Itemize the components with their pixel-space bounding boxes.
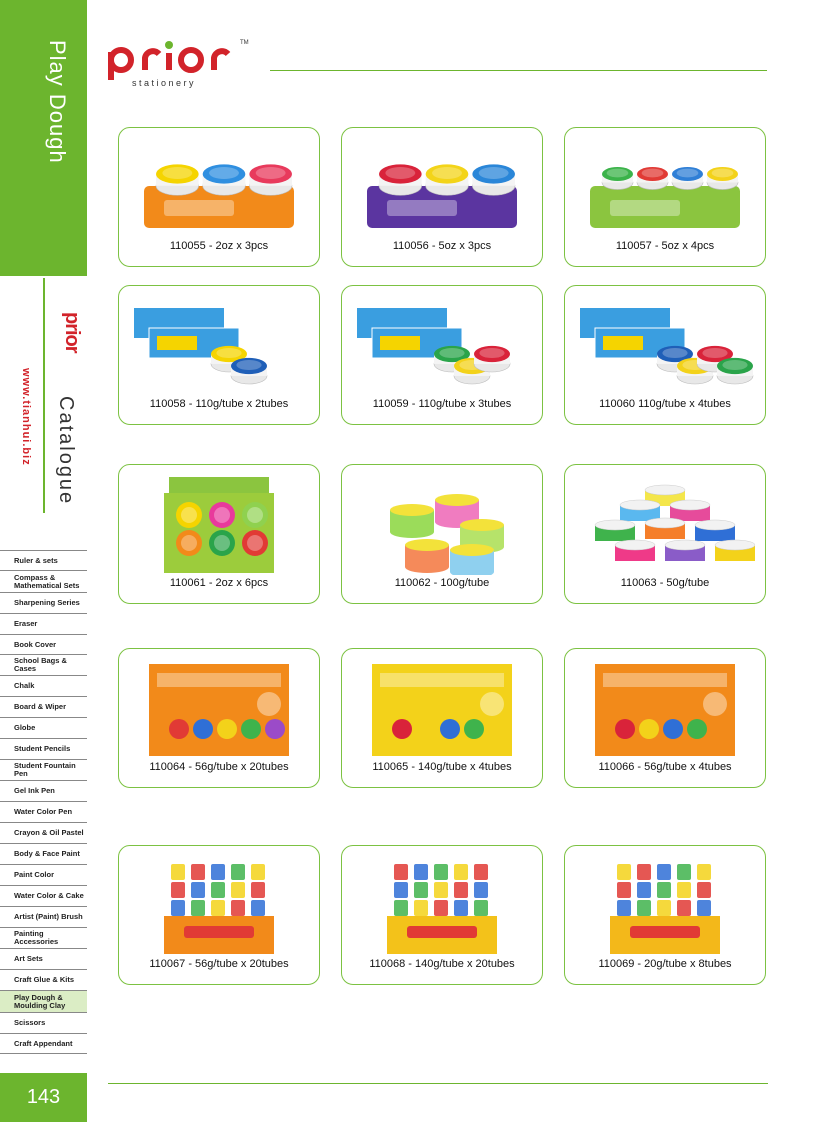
header-rule (270, 70, 767, 71)
product-image (352, 475, 532, 575)
product-card[interactable] (118, 127, 320, 267)
product-caption: 110063 - 50g/tube (620, 577, 710, 589)
product-image (575, 659, 755, 759)
menu-item[interactable]: Board & Wiper (0, 697, 87, 718)
product-card[interactable] (118, 648, 320, 788)
product-image (575, 138, 755, 238)
product-caption: 110067 - 56g/tube x 20tubes (149, 958, 289, 970)
product-card[interactable] (341, 285, 543, 425)
product-image (129, 475, 309, 575)
product-image (129, 296, 309, 396)
menu-item[interactable]: Scissors (0, 1013, 87, 1034)
product-card[interactable] (341, 127, 543, 267)
product-card[interactable] (341, 464, 543, 604)
product-card[interactable] (564, 845, 766, 985)
menu-item[interactable]: Eraser (0, 614, 87, 635)
product-image (352, 856, 532, 956)
brand-subtitle: stationery (132, 78, 197, 88)
menu-item[interactable]: Play Dough & Moulding Clay (0, 991, 87, 1013)
menu-item[interactable]: Body & Face Paint (0, 844, 87, 865)
menu-item[interactable]: Student Fountain Pen (0, 760, 87, 781)
product-image (575, 475, 755, 575)
product-caption: 110058 - 110g/tube x 2tubes (149, 398, 289, 410)
product-card[interactable] (564, 464, 766, 604)
menu-item[interactable]: Ruler & sets (0, 551, 87, 571)
menu-item[interactable]: Water Color & Cake (0, 886, 87, 907)
product-caption: 110069 - 20g/tube x 8tubes (598, 958, 732, 970)
product-caption: 110066 - 56g/tube x 4tubes (598, 761, 732, 773)
section-title: Play Dough (45, 40, 70, 164)
section-band (0, 0, 87, 276)
product-card[interactable] (564, 285, 766, 425)
product-caption: 110061 - 2oz x 6pcs (169, 577, 269, 589)
menu-item[interactable]: Artist (Paint) Brush (0, 907, 87, 928)
product-caption: 110065 - 140g/tube x 4tubes (372, 761, 512, 773)
product-image (352, 659, 532, 759)
product-image (129, 138, 309, 238)
product-image (352, 296, 532, 396)
product-image (352, 138, 532, 238)
menu-item[interactable]: Paint Color (0, 865, 87, 886)
menu-item[interactable]: Craft Glue & Kits (0, 970, 87, 991)
product-caption: 110062 - 100g/tube (394, 577, 490, 589)
catalogue-label: Catalogue (55, 396, 77, 506)
menu-item[interactable]: Student Pencils (0, 739, 87, 760)
menu-item[interactable]: Craft Appendant (0, 1034, 87, 1054)
menu-item[interactable]: Compass & Mathematical Sets (0, 571, 87, 593)
product-caption: 110056 - 5oz x 3pcs (392, 240, 492, 252)
menu-item[interactable]: Chalk (0, 676, 87, 697)
menu-item[interactable]: School Bags & Cases (0, 655, 87, 676)
trademark: TM (240, 40, 249, 46)
product-card[interactable] (341, 845, 543, 985)
footer-rule (108, 1083, 768, 1084)
category-menu (0, 550, 87, 1054)
menu-item[interactable]: Painting Accessories (0, 928, 87, 949)
product-caption: 110060 110g/tube x 4tubes (599, 398, 731, 410)
menu-item[interactable]: Sharpening Series (0, 593, 87, 614)
product-card[interactable] (564, 127, 766, 267)
menu-item[interactable]: Water Color Pen (0, 802, 87, 823)
product-card[interactable] (118, 464, 320, 604)
side-divider (43, 278, 45, 513)
menu-item[interactable]: Art Sets (0, 949, 87, 970)
menu-item[interactable]: Globe (0, 718, 87, 739)
page-number: 143 (0, 1073, 87, 1122)
product-card[interactable] (118, 845, 320, 985)
product-image (575, 296, 755, 396)
product-caption: 110057 - 5oz x 4pcs (615, 240, 715, 252)
product-image (575, 856, 755, 956)
product-caption: 110064 - 56g/tube x 20tubes (149, 761, 289, 773)
product-image (129, 659, 309, 759)
menu-item[interactable]: Crayon & Oil Pastel (0, 823, 87, 844)
product-card[interactable] (341, 648, 543, 788)
side-brand-logo: prior (61, 312, 83, 353)
product-card[interactable] (564, 648, 766, 788)
product-image (129, 856, 309, 956)
menu-item[interactable]: Gel Ink Pen (0, 781, 87, 802)
menu-item[interactable]: Book Cover (0, 635, 87, 655)
product-caption: 110055 - 2oz x 3pcs (169, 240, 269, 252)
product-caption: 110059 - 110g/tube x 3tubes (372, 398, 512, 410)
product-caption: 110068 - 140g/tube x 20tubes (369, 958, 515, 970)
product-card[interactable] (118, 285, 320, 425)
website-link[interactable]: www.tianhui.biz (20, 368, 32, 466)
